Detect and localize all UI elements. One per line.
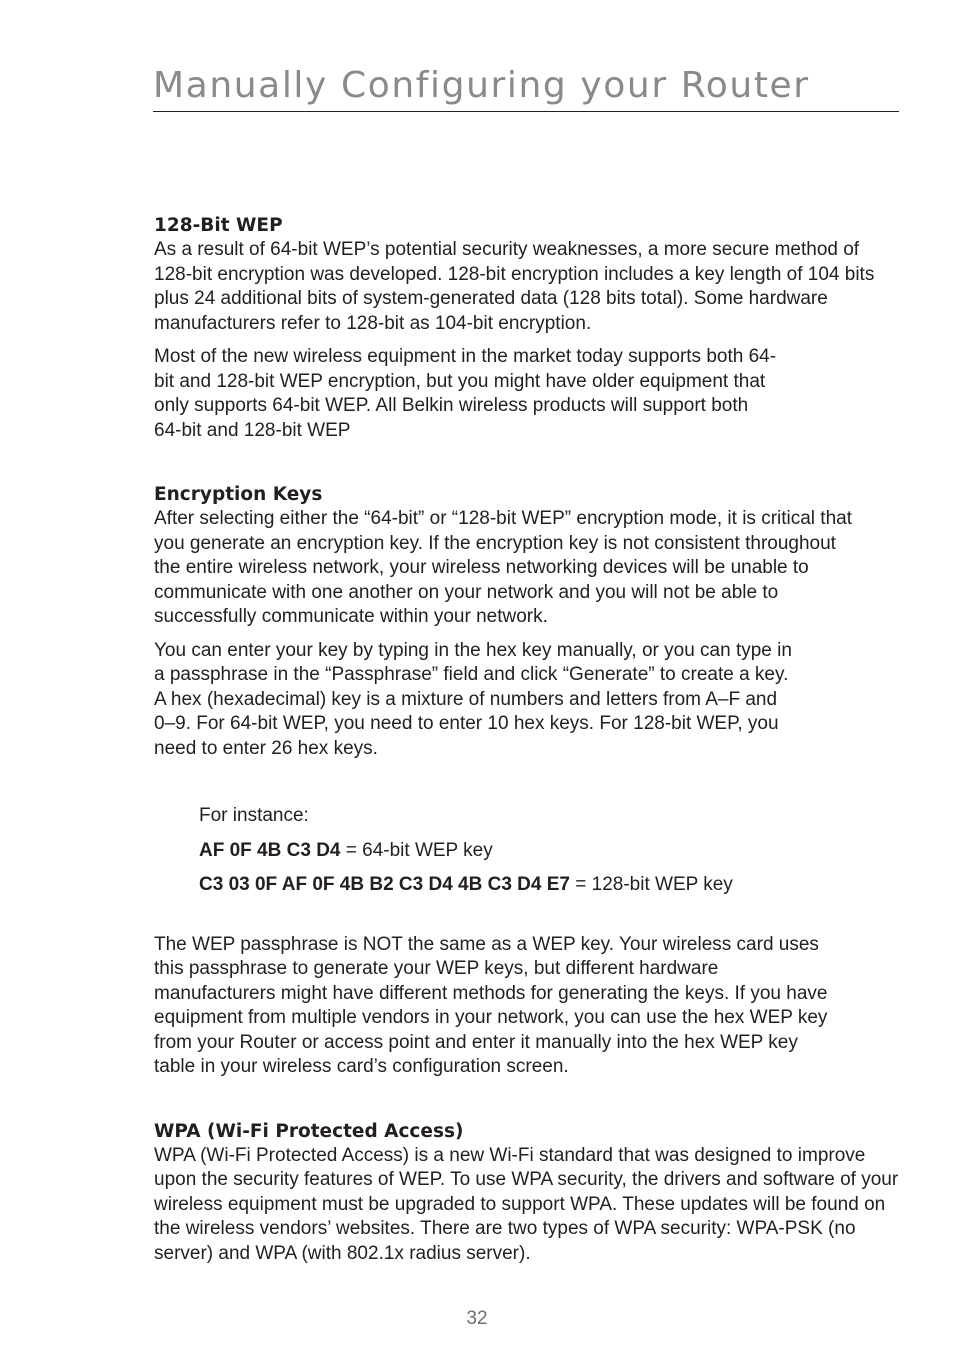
paragraph: After selecting either the “64-bit” or “128-bit WEP” encryption mode, it is critical that you generate an encryption key. If the encryption key is not consistent throughout the entire wireless network, your wireless networking devices will be unable to communicate with one another on your network and you will not be able to successfully communicate within your network.: [154, 508, 852, 627]
paragraph: The WEP passphrase is NOT the same as a WEP key. Your wireless card uses this passphrase to generate your WEP keys, but different hardware manufacturers might have different methods for generating the keys. If you have equipment from multiple vendors in your network, you can use the hex WEP key from your Router or access point and enter it manually into the hex WEP key table in your wireless card’s configuration screen.: [154, 933, 828, 1077]
section-128-bit-wep: [154, 214, 900, 443]
example-intro: For instance:: [199, 805, 309, 826]
paragraph: WPA (Wi-Fi Protected Access) is a new Wi-Fi standard that was designed to improve upon the security features of WEP. To use WPA security, the drivers and software of your wireless equipment must be upgraded to support WPA. These updates will be found on the wireless vendors’ websites. There are two types of WPA security: WPA-PSK (no server) and WPA (with 802.1x radius server).: [154, 1144, 899, 1264]
section-heading: WPA (Wi-Fi Protected Access): [154, 1120, 464, 1142]
page-number: 32: [466, 1308, 488, 1329]
key-example-block: [199, 804, 900, 898]
page-title: Manually Configuring your Router: [153, 65, 810, 106]
paragraph: You can enter your key by typing in the hex key manually, or you can type in a passphrase in the “Passphrase” field and click “Generate” to create a key. A hex (hexadecimal) key is a mixture of numbers and letters from A–F and 0–9. For 64-bit WEP, you need to enter 10 hex keys. For 128-bit WEP, you need to enter 26 hex keys.: [154, 639, 792, 759]
section-encryption-keys: [154, 483, 900, 1080]
hex-key-64-desc: = 64-bit WEP key: [340, 839, 493, 861]
title-divider: [153, 111, 899, 112]
section-heading: Encryption Keys: [154, 484, 323, 505]
example-64-bit: [199, 839, 900, 864]
section-wpa: [154, 1120, 900, 1267]
example-128-bit: [199, 873, 900, 898]
hex-key-128-desc: = 128-bit WEP key: [570, 874, 733, 895]
hex-key-128: C3 03 0F AF 0F 4B B2 C3 D4 4B C3 D4 E7: [199, 874, 570, 895]
paragraph: Most of the new wireless equipment in the market today supports both 64-bit and 128-bit WEP encryption, but you might have older equipment that only supports 64-bit WEP. All Belkin wireless products will support both 64-bit and 128-bit WEP: [154, 346, 777, 441]
hex-key-64: AF 0F 4B C3 D4: [199, 839, 341, 861]
page-content: [154, 214, 900, 1266]
paragraph: As a result of 64-bit WEP’s potential security weaknesses, a more secure method of 128-bit encryption was developed. 128-bit encryption includes a key length of 104 bits plus 24 additional bits of system-generated data (128 bits total). Some hardware manufacturers refer to 128-bit as 104-bit encryption.: [154, 239, 875, 334]
section-heading: 128-Bit WEP: [154, 215, 283, 236]
